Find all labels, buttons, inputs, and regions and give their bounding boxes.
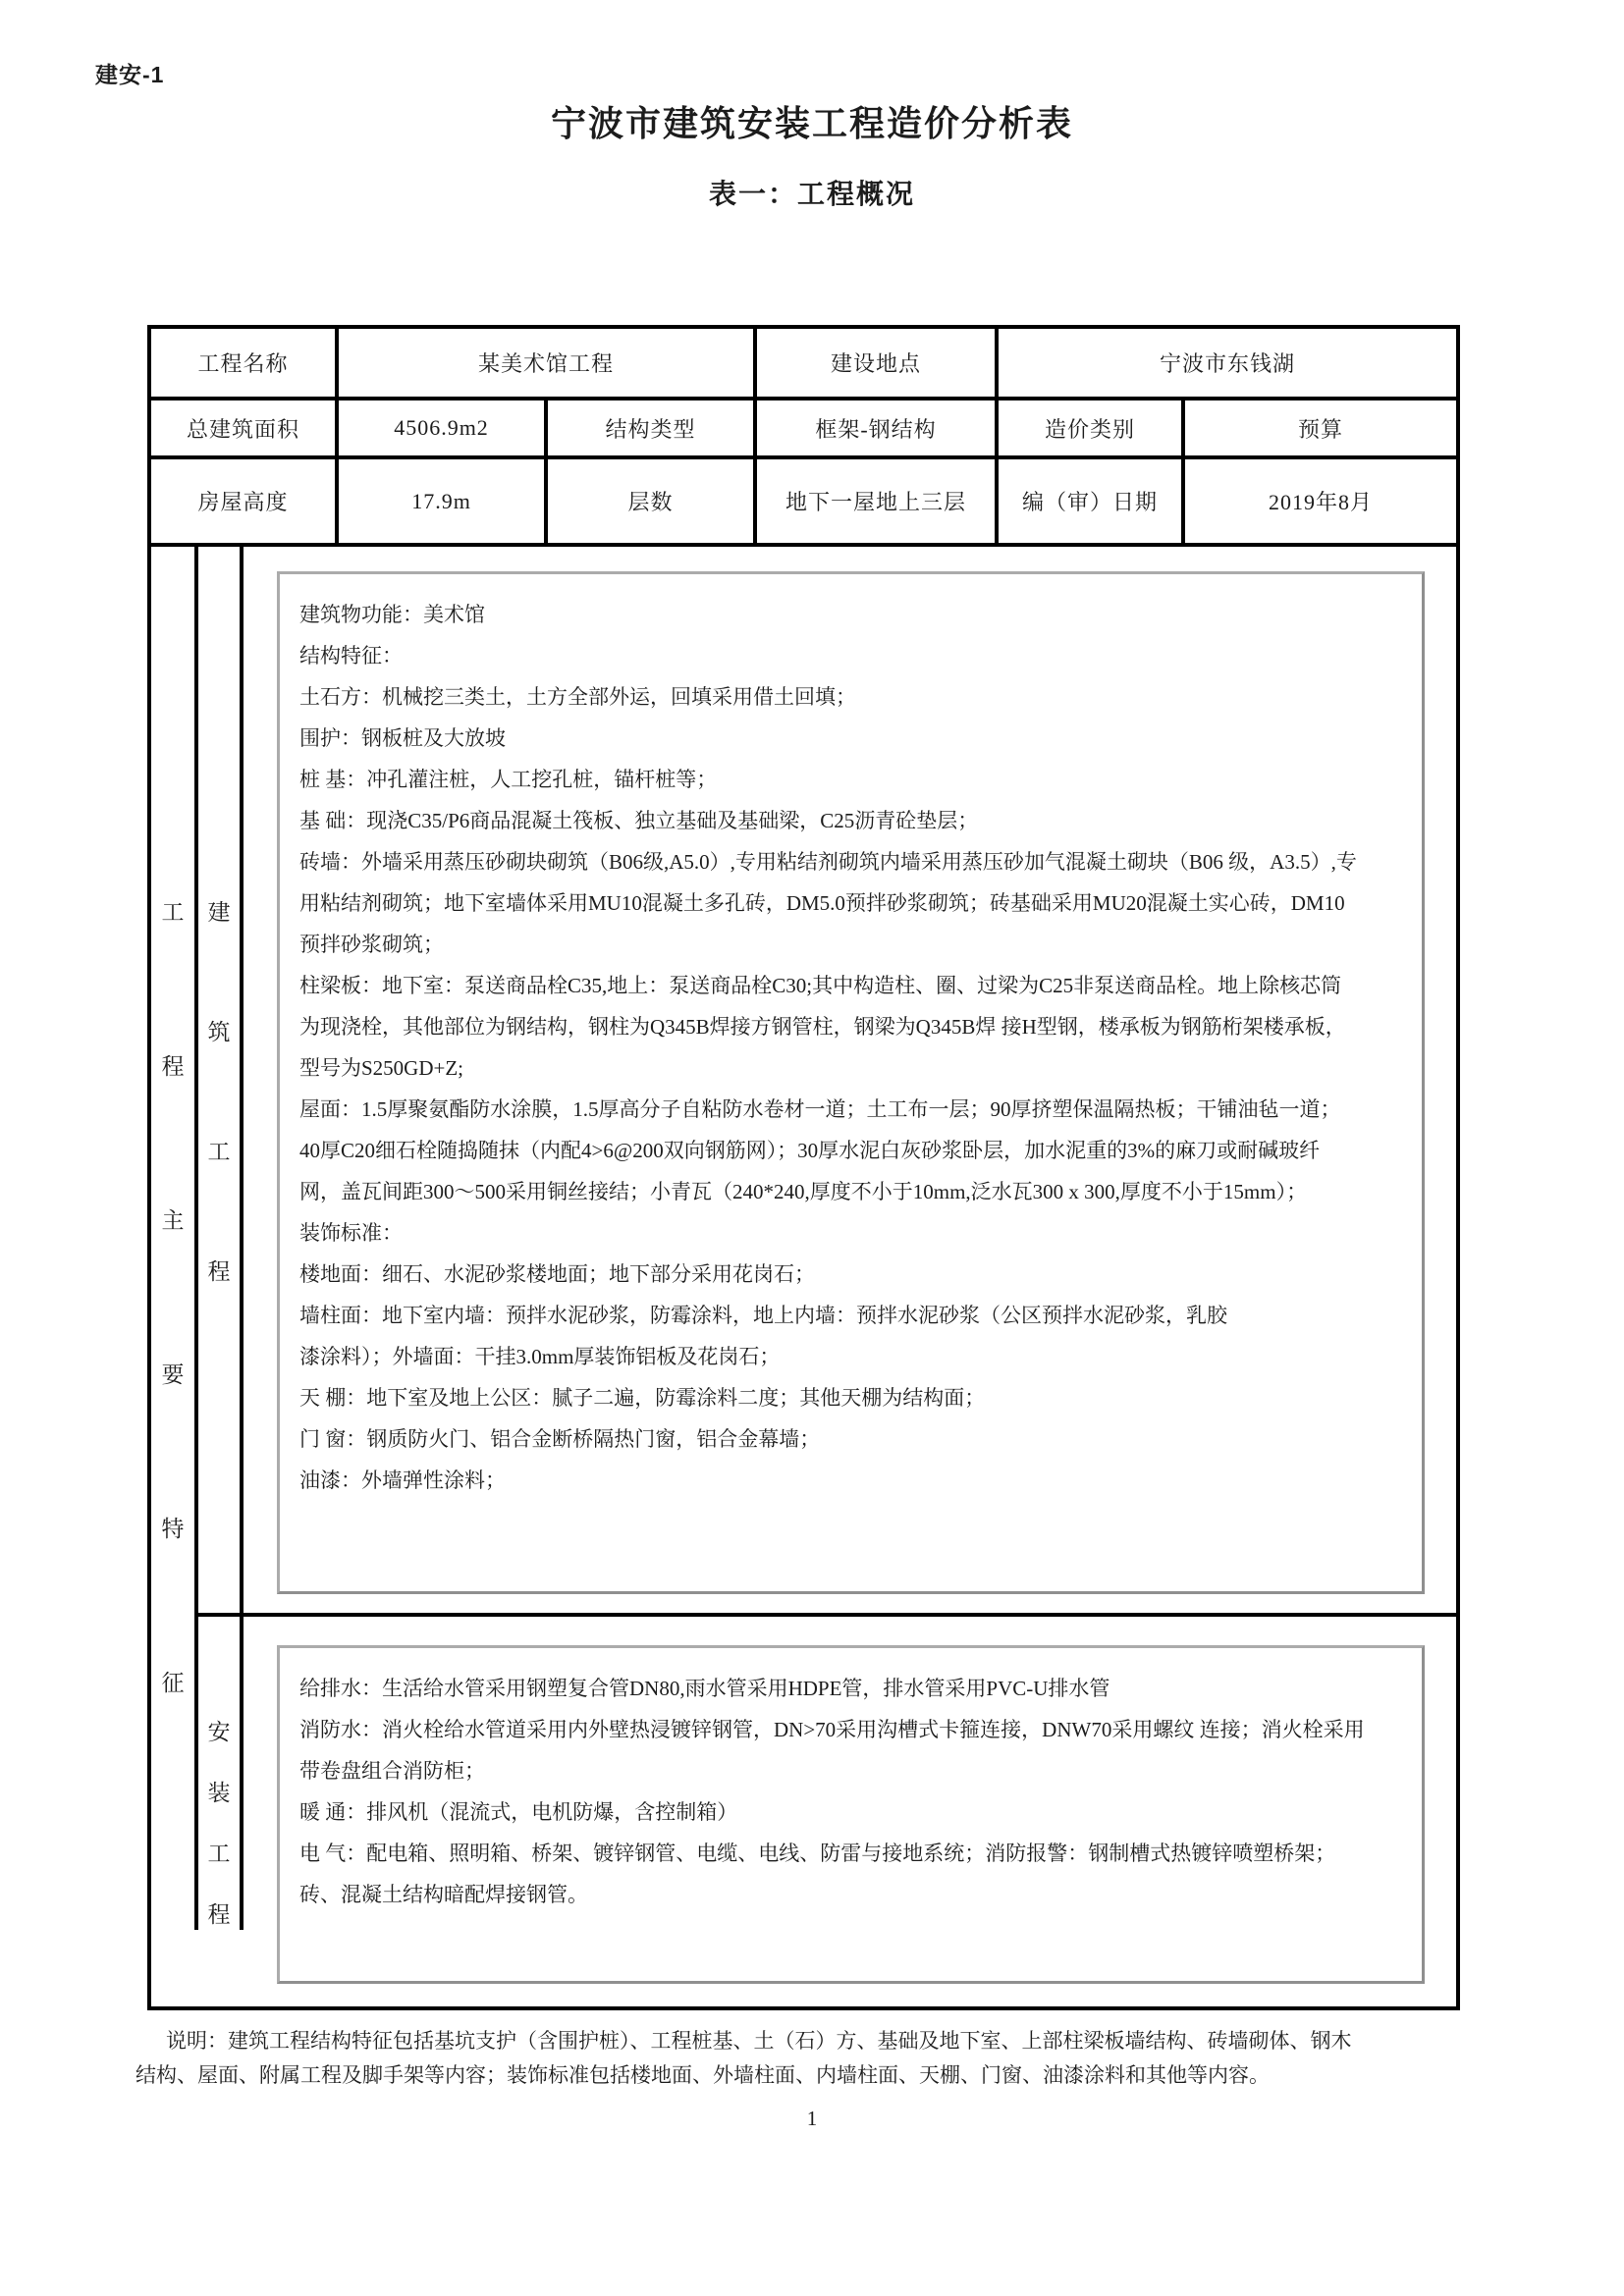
date-value: 2019年8月 — [1268, 490, 1373, 514]
footnote — [135, 2024, 1508, 2093]
cost-category-value: 预算 — [1297, 416, 1343, 442]
vertical-label-char: 主 — [161, 1208, 185, 1233]
floors-value: 地下一屋地上三层 — [757, 459, 999, 543]
feature-text-line: 桩 基：冲孔灌注桩，人工挖孔桩，锚杆桩等； — [299, 768, 718, 791]
vertical-label-char: 要 — [161, 1362, 185, 1387]
feature-text-line: 门 窗：钢质防火门、铝合金断桥隔热门窗，铝合金幕墙； — [299, 1427, 821, 1451]
building-works-area — [244, 547, 1456, 1613]
feature-text-line: 建筑物功能：美术馆 — [299, 603, 485, 626]
project-name-value: 某美术馆工程 — [339, 329, 757, 397]
installation-works-area — [244, 1617, 1456, 1930]
feature-text-line: 漆涂料）；外墙面：干挂3.0mm厚装饰铝板及花岗石； — [299, 1345, 781, 1368]
feature-text-line: 型号为S250GD+Z; — [299, 1056, 464, 1080]
feature-text-line: 结构特征： — [299, 644, 403, 667]
gfa-value: 4506.9m2 — [339, 400, 548, 455]
overview-row-3 — [151, 459, 1456, 547]
feature-text-line: 天 棚：地下室及地上公区：腻子二遍，防霉涂料二度；其他天棚为结构面； — [299, 1386, 986, 1410]
document-title: 宁波市建筑安装工程造价分析表 — [550, 103, 1073, 143]
structure-type-label: 结构类型 — [548, 400, 757, 455]
feature-text-line: 土石方：机械挖三类土，土方全部外运，回填采用借土回填； — [299, 685, 856, 709]
feature-text-line: 暖 通：排风机（混流式，电机防爆，含控制箱） — [299, 1800, 738, 1824]
installation-works-label — [198, 1617, 244, 1930]
feature-text-line: 为现浇栓，其他部位为钢结构，钢柱为Q345B焊接方钢管柱，钢梁为Q345B焊 接H型钢，楼承板为钢筋桁架楼承板， — [299, 1015, 1346, 1039]
vertical-label-char: 工 — [161, 900, 185, 925]
location-label: 建设地点 — [757, 329, 999, 397]
vertical-label-char: 工 — [207, 1140, 231, 1164]
feature-text-line: 带卷盘组合消防柜； — [299, 1759, 485, 1783]
floors-label: 层数 — [548, 459, 757, 543]
feature-text-line: 楼地面：细石、水泥砂浆楼地面；地下部分采用花岗石； — [299, 1262, 815, 1286]
vertical-label-char: 特 — [161, 1517, 185, 1541]
building-works-row — [198, 547, 1456, 1617]
vertical-label-char: 征 — [161, 1671, 185, 1695]
vertical-label-char: 建 — [207, 900, 231, 925]
vertical-label-char: 程 — [207, 1902, 231, 1927]
vertical-label-char: 程 — [161, 1054, 185, 1079]
feature-text-line: 墙柱面：地下室内墙：预拌水泥砂浆，防霉涂料，地上内墙：预拌水泥砂浆（公区预拌水泥砂浆，乳胶 — [299, 1304, 1227, 1327]
vertical-label-char: 筑 — [207, 1020, 231, 1044]
overview-table — [147, 325, 1460, 2010]
feature-text-line: 屋面：1.5厚聚氨酯防水涂膜，1.5厚高分子自粘防水卷材一道；土工布一层；90厚挤塑保温隔热板；干铺油毡一道； — [299, 1097, 1341, 1121]
table-subtitle: 表一：工程概况 — [708, 179, 915, 209]
footnote-line: 说明：建筑工程结构特征包括基坑支护（含围护桩）、工程桩基、土（石）方、基础及地下室、上部柱梁板墙结构、砖墙砌体、钢木 — [166, 2029, 1352, 2053]
overview-row-2 — [151, 400, 1456, 459]
project-name-label: 工程名称 — [151, 329, 339, 397]
installation-works-textbox — [277, 1645, 1425, 1984]
feature-text-line: 油漆：外墙弹性涂料； — [299, 1468, 506, 1492]
building-works-label — [198, 547, 244, 1613]
height-label: 房屋高度 — [151, 459, 339, 543]
footnote-line: 结构、屋面、附属工程及脚手架等内容；装饰标准包括楼地面、外墙柱面、内墙柱面、天棚、门窗、油漆涂料和其他等内容。 — [135, 2063, 1270, 2087]
vertical-label-char: 装 — [207, 1781, 231, 1805]
cost-category-label: 造价类别 — [999, 400, 1185, 455]
date-label: 编（审）日期 — [999, 459, 1185, 543]
feature-text-line: 砖、混凝土结构暗配焊接钢管。 — [299, 1883, 588, 1906]
vertical-label-char: 安 — [207, 1720, 231, 1744]
gfa-label: 总建筑面积 — [151, 400, 339, 455]
structure-type-value: 框架-钢结构 — [757, 400, 999, 455]
feature-text-line: 柱梁板：地下室：泵送商品栓C35,地上：泵送商品栓C30;其中构造柱、圈、过梁为C25非泵送商品栓。地上除核芯筒 — [299, 974, 1342, 997]
feature-text-line: 基 础：现浇C35/P6商品混凝土筏板、独立基础及基础梁，C25沥青砼垫层； — [299, 809, 979, 832]
vertical-label-char: 程 — [207, 1259, 231, 1284]
building-works-textbox — [277, 571, 1425, 1594]
feature-text-line: 给排水：生活给水管采用钢塑复合管DN80,雨水管采用HDPE管，排水管采用PVC-U排水管 — [299, 1677, 1110, 1700]
overview-row-1 — [151, 329, 1456, 400]
feature-text-line: 用粘结剂砌筑；地下室墙体采用MU10混凝土多孔砖，DM5.0预拌砂浆砌筑；砖基础采用MU20混凝土实心砖，DM10 — [299, 891, 1345, 915]
feature-text-line: 预拌砂浆砌筑； — [299, 933, 444, 956]
vertical-label-char: 工 — [207, 1842, 231, 1866]
location-value: 宁波市东钱湖 — [1159, 351, 1295, 376]
feature-text-line: 40厚C20细石栓随捣随抹（内配4>6@200双向钢筋网）；30厚水泥白灰砂浆卧层，加水泥重的3%的麻刀或耐碱玻纤 — [299, 1139, 1321, 1162]
height-value: 17.9m — [339, 459, 548, 543]
feature-text-line: 消防水：消火栓给水管道采用内外壁热浸镀锌钢管，DN>70采用沟槽式卡箍连接，DNW70采用螺纹 连接；消火栓采用 — [299, 1718, 1365, 1741]
features-main — [198, 547, 1456, 1930]
feature-text-line: 电 气：配电箱、照明箱、桥架、镀锌钢管、电缆、电线、防雷与接地系统；消防报警：钢制槽式热镀锌喷塑桥架； — [299, 1842, 1336, 1865]
feature-text-line: 围护：钢板桩及大放坡 — [299, 726, 506, 750]
form-code: 建安-1 — [95, 62, 165, 87]
installation-works-row — [198, 1617, 1456, 1930]
feature-text-line: 砖墙：外墙采用蒸压砂砌块砌筑（B06级,A5.0）,专用粘结剂砌筑内墙采用蒸压砂加气混凝土砌块（B06 级，A3.5）,专 — [299, 850, 1357, 874]
feature-text-line: 装饰标准： — [299, 1221, 403, 1245]
features-row — [151, 547, 1456, 1930]
page-number: 1 — [806, 2107, 818, 2130]
features-row-label — [151, 547, 198, 1930]
feature-text-line: 网，盖瓦间距300〜500采用铜丝接结；小青瓦（240*240,厚度不小于10mm,泛水瓦300 x 300,厚度不小于15mm）； — [299, 1180, 1308, 1203]
